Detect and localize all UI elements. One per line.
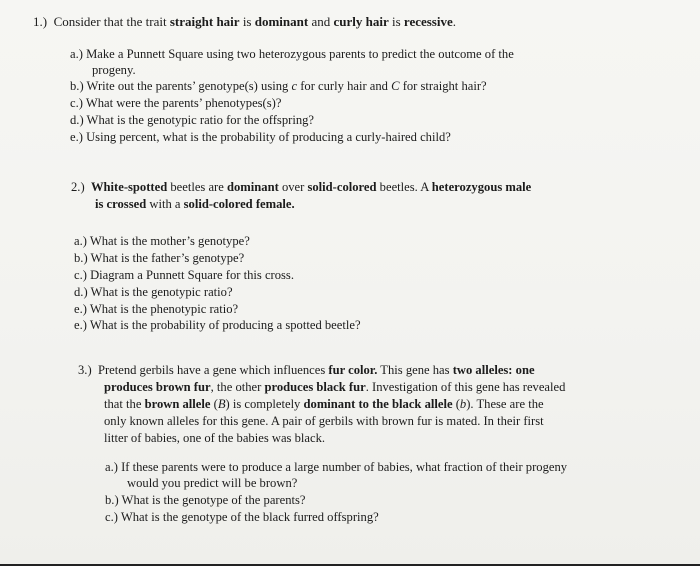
q2-part-c: c.) Diagram a Punnett Square for this cross. — [74, 268, 294, 282]
q3-part-a-cont: would you predict will be brown? — [127, 476, 298, 490]
q2-part-b: b.) What is the father’s genotype? — [74, 251, 245, 265]
q3-stem-line5: litter of babies, one of the babies was black. — [104, 431, 326, 445]
q1-number: 1.) — [33, 14, 48, 29]
q2-part-e2: e.) What is the probability of producing a spotted beetle? — [74, 318, 361, 332]
q3-part-a: a.) If these parents were to produce a large number of babies, what fraction of their progeny — [105, 460, 568, 474]
q3-number: 3.) — [78, 363, 92, 377]
q2-part-a: a.) What is the mother’s genotype? — [74, 234, 250, 248]
q2-number: 2.) — [71, 180, 85, 194]
q1-part-e: e.) Using percent, what is the probability of producing a curly-haired child? — [70, 130, 451, 144]
q1-part-d: d.) What is the genotypic ratio for the offspring? — [70, 113, 314, 127]
q3-part-b: b.) What is the genotype of the parents? — [105, 493, 306, 507]
q3-part-c: c.) What is the genotype of the black furred offspring? — [105, 510, 379, 524]
q2-stem-line1: 2.) White-spotted beetles are dominant over solid-colored beetles. A heterozygous male — [71, 180, 532, 194]
q1-part-a-cont: progeny. — [92, 63, 136, 77]
q2-stem-line2: is crossed with a solid-colored female. — [95, 197, 295, 211]
q1-part-a: a.) Make a Punnett Square using two heterozygous parents to predict the outcome of the — [70, 47, 514, 61]
q3-stem-line2: produces brown fur, the other produces black fur. Investigation of this gene has revealed — [104, 380, 566, 394]
q3-stem-line1: 3.) Pretend gerbils have a gene which influences fur color. This gene has two alleles: one — [78, 363, 535, 377]
q3-stem-line3: that the brown allele (B) is completely dominant to the black allele (b). These are the — [104, 397, 544, 411]
q2-part-d: d.) What is the genotypic ratio? — [74, 285, 233, 299]
q1-part-b: b.) Write out the parents’ genotype(s) using c for curly hair and C for straight hair? — [70, 79, 487, 93]
q1-stem: 1.) Consider that the trait straight hair is dominant and curly hair is recessive. — [33, 14, 457, 29]
q2-part-e1: e.) What is the phenotypic ratio? — [74, 302, 239, 316]
q3-stem-line4: only known alleles for this gene. A pair of gerbils with brown fur is mated. In their first — [104, 414, 544, 428]
q1-part-c: c.) What were the parents’ phenotypes(s)? — [70, 96, 282, 110]
